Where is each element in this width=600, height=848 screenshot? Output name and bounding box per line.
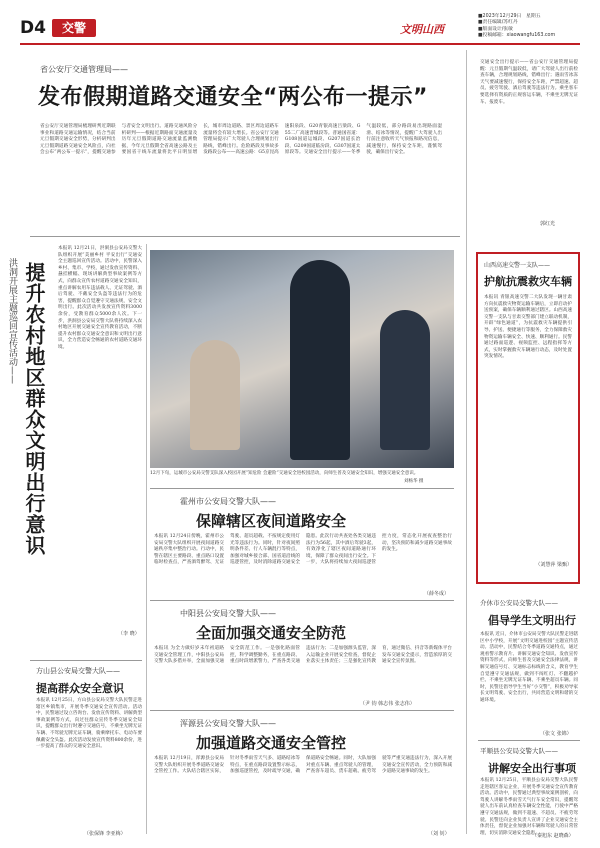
editor-line: ■责任编辑/苏红丹	[478, 20, 518, 26]
jiexiu-byline: （张文 张锦）	[540, 731, 572, 737]
design-line: ■版面设计/张敏	[478, 26, 513, 32]
fangshan-kicker: 方山县公安局交警大队——	[36, 667, 120, 675]
zhongyang-body: 本报讯 为全力做好岁末年初道路交通安全管理工作，中阳县公安局交警大队多措并举，全面加强交通安全防范工作。一是强化路面管控，科学调整勤务，在重点路段、重点时段增派警力，严查各类交通违法行为；二是加强源头监管，深入运输企业开展安全检查，督促企业落实主体责任；三是强化宣传教育，通过微信、抖音等新媒体平台发布交通安全提示，营造浓厚的交通安全宣传氛围。	[154, 646, 452, 665]
fangshan-byline: （张保锋 李亚梅）	[84, 831, 126, 837]
trunk-body: 交通安全出行提示——省公安厅交通管理局提醒：元旦假期气温较低，请广大驾驶人出行前检查车辆，合理规划路线，错峰出行；遇雨雪冰冻天气要减速慢行，保持安全车距，严禁超速、超员、疲劳驾驶、酒后驾驶等违法行为。乘坐客车要选择有资质的正规客运车辆，不乘坐无牌无证车、报废车。	[480, 60, 578, 105]
hunyuan-byline: （刘 钊）	[428, 831, 450, 837]
jiexiu-divider	[478, 740, 580, 741]
zhongyang-divider	[150, 710, 454, 711]
rural-vertical-title: 提升农村地区群众文明出行意识	[22, 262, 46, 556]
header-rule	[20, 43, 580, 45]
jiexiu-headline: 倡导学生文明出行	[488, 614, 576, 627]
rural-byline: （李 晓）	[118, 631, 140, 637]
pingshun-body: 本报讯 12月25日，平顺县公安局交警大队民警走进辖区客运企业，开展冬季交通安全宣传教育活动。活动中，民警通过典型事故案例剖析，向驾驶人讲解冬季雨雪天气行车安全常识，提醒驾驶人出车前认真检查车辆安全性能，行驶中严格遵守交通法规，做到不超速、不超员、不疲劳驾驶。民警还向企业负责人宣讲了企业交通安全主体责任，督促企业加强对车辆和驾驶人的日常管理，切实消除交通安全隐患。	[480, 778, 578, 836]
jiexiu-body: 本报讯 近日，介休市公安局交警大队民警走进辖区中小学校，开展“文明交通进校园”主题宣传活动。活动中，民警结合冬季道路交通特点，通过观看警示教育片、讲解交通安全知识、发放宣传资料等形式，向师生普及交通安全法律法规，讲解交通信号灯、交通标志标线的含义，教育学生自觉遵守交通法规，做到不闯红灯、不翻越护栏、不乘坐无牌无证车辆、不乘坐超员车辆。同时，民警还倡导学生当好“小交警”，积极劝导家长文明驾驶、安全出行，共同营造文明和谐的交通环境。	[480, 632, 578, 703]
photo-caption: 12月下旬，运城市公安局交警支队深入校园开展“知危险 会避险”交通安全进校园活动，向师生普及交通安全知识，增强交通安全意识。	[150, 471, 419, 476]
highway-box	[476, 252, 580, 584]
email-line: ■投稿邮箱：xiaowangfu163.com	[478, 33, 556, 39]
rural-vertical-heading: 洪洞开展主题巡回宣传活动——	[7, 258, 17, 384]
hunyuan-body: 本报讯 12月19日，浑源县公安局交警大队组织开展冬季道路交通安全管控工作。大队结合辖区实际，针对冬季雨雪天气多、道路结冰等特点，在重点路段设置警示标志，加强巡逻管控，及时疏导交通，确保道路安全畅通。同时，大队加强对重点车辆、重点驾驶人的管理，严查客车超员、货车超载、疲劳驾驶等严重交通违法行为，深入开展交通安全宣传活动，全力预防和减少道路交通事故的发生。	[154, 756, 452, 775]
header-meta	[478, 14, 580, 40]
col-divider-left	[146, 244, 147, 834]
huozhou-divider	[150, 600, 454, 601]
huozhou-byline: （薛冬成）	[424, 591, 450, 597]
highway-body: 本报讯 青银高速交警二大队发现一辆甘肃方向抗震救灾物资运输车辆后，立即启动护送预案，确保车辆顺利通过辖区。山西高速交警一支队与甘肃交警部门建立联动机制，开辟“绿色通道”，为抗震救灾车辆提供引导、护送、便捷通行等服务，全力保障救灾物资运输车辆安全、快速、顺利通行。民警通过路面巡逻、视频监控、远程指挥等方式，实时掌握救灾车辆通行动态，及时处置突发情况。	[484, 295, 572, 360]
pingshun-headline: 讲解安全出行事项	[488, 762, 576, 775]
section-label	[52, 19, 96, 37]
zhongyang-headline: 全面加强交通安全防范	[196, 624, 347, 642]
fangshan-divider	[30, 660, 142, 661]
col-divider-right	[466, 50, 467, 834]
brand-logo	[400, 18, 470, 38]
lead-body: 省公安厅交通管理局梳理研判近期联事业和道路交通运输情况，结合当前元旦假期交通安全形势，分析研判出元旦假期道路交通安全风险点，向社会公布“两公布一提示”，提醒交通参与者安全文明出行。道路交通风险分析研判——根据近期路面交通流量及历年元旦假期道路交通流量监测数据，今年元旦假期全省高速公路及主要国省干线车流量将比平日明显增长，城市周边道路、景区周边道路车流量将会有较大增长。省公安厅交通管理局提示广大驾驶人合理规划出行路线，错峰出行。危险路段及事故多发路段公布——高速公路：G5京昆高速阳泉段、G20青银高速吕梁段、G55二广高速晋城段等。普通国省道：G108国道运城段、G207国道长治段、G209国道临汾段、G307国道太原段等。交通安全出行提示——冬季气温较低，部分路段易出现路面湿滑、结冰等情况，提醒广大驾驶人出行前注意收听天气预报和路况信息，减速慢行，保持安全车距，谨慎驾驶，确保出行安全。	[40, 124, 442, 156]
lead-divider	[30, 236, 460, 237]
highway-headline: 护航抗震救灾车辆	[484, 275, 572, 288]
hunyuan-headline: 加强道路交通安全管控	[196, 734, 347, 752]
huozhou-body: 本报讯 12月24日傍晚，霍州市公安局交警大队组织开展夜间道路交通秩序集中整治行动。行动中，民警在辖区主要路段、重点路口设置临时检查点，严查酒驾醉驾、无证驾驶、超员超载、不按规定使用灯光等违法行为。同时，针对夜间照明条件差、行人车辆混行等特点，加强对城乡接合部、国省道沿线的巡逻管控，及时消除道路交通安全隐患。此次行动共查处各类交通违法行为56起，其中酒后驾驶3起，有效净化了辖区夜间道路通行环境，保障了群众夜间出行安全。下一步，大队将持续加大夜间巡逻管控力度，常态化开展夜查整治行动，坚决预防和减少道路交通事故的发生。	[154, 534, 452, 566]
highway-kicker: 山西高速交警一支队——	[484, 262, 551, 269]
jiexiu-kicker: 介休市公安局交警大队——	[480, 599, 558, 607]
lead-kicker: 省公安厅交通管理局——	[40, 65, 128, 74]
student-figure	[190, 340, 240, 450]
page-header	[20, 14, 580, 40]
officer-figure	[290, 260, 350, 460]
date-line: ■2023年12月29日 星期五	[478, 14, 541, 19]
huozhou-kicker: 霍州市公安局交警大队——	[180, 497, 276, 506]
photo-credit: 刘杨华 摄	[404, 479, 424, 484]
photo-divider	[150, 488, 454, 489]
highway-byline: （刘慧萍 梁甄）	[535, 562, 572, 568]
lead-headline: 发布假期道路交通安全“两公布一提示”	[38, 85, 428, 110]
hunyuan-kicker: 浑源县公安局交警大队——	[180, 719, 276, 728]
brand-logo-text: 文明山西	[400, 23, 444, 36]
student-figure-2	[380, 310, 430, 450]
trunk-byline: 郭红光	[540, 221, 556, 227]
rural-body: 本报讯 12月21日，洪洞县公安局交警大队组织开展“美丽乡村 平安出行”交通安全主题巡回宣传活动。活动中，民警深入乡村、集市、学校，通过发放宣传资料、悬挂横幅、现场讲解典型事故案例等方式，向群众宣传农村道路交通安全知识，重点讲解农用车违法载人、无证驾驶、酒后驾驶、不戴安全头盔等违法行为的危害，提醒群众自觉遵守交通法规，安全文明出行。此次活动共发放宣传资料3000余份，受教育群众5000余人次。下一步，洪洞县公安局交警大队将持续深入农村地区开展交通安全宣传教育活动，不断提升农村群众交通安全意识和文明出行意识，全力营造安全畅通的农村道路交通环境。	[58, 246, 142, 350]
zhongyang-kicker: 中阳县公安局交警大队——	[180, 609, 276, 618]
fangshan-headline: 提高群众安全意识	[36, 682, 124, 695]
page-code: D4	[20, 18, 46, 38]
fangshan-body: 本报讯 12月25日，方山县公安局交警大队民警走进辖区乡镇集市，开展冬季交通安全宣传活动。活动中，民警通过设立咨询台、发放宣传资料、讲解典型事故案例等方式，向过往群众宣传冬季交通安全知识，提醒群众出行时遵守交通信号，不乘坐无牌无证车辆、不驾驶无牌无证车辆，骑乘摩托车、电动车要佩戴安全头盔。此次活动发放宣传资料800余份，进一步提高了群众的交通安全意识。	[36, 698, 142, 750]
pingshun-kicker: 平顺县公安局交警大队——	[480, 747, 558, 755]
traffic-education-photo	[150, 250, 454, 468]
huozhou-headline: 保障辖区夜间道路安全	[196, 512, 347, 530]
section-text: 交警	[61, 21, 86, 35]
pingshun-byline: （秦旭东 赵晓森）	[532, 833, 574, 839]
zhongyang-byline: （尹 钧 韩志伟 张志伟）	[360, 701, 415, 707]
